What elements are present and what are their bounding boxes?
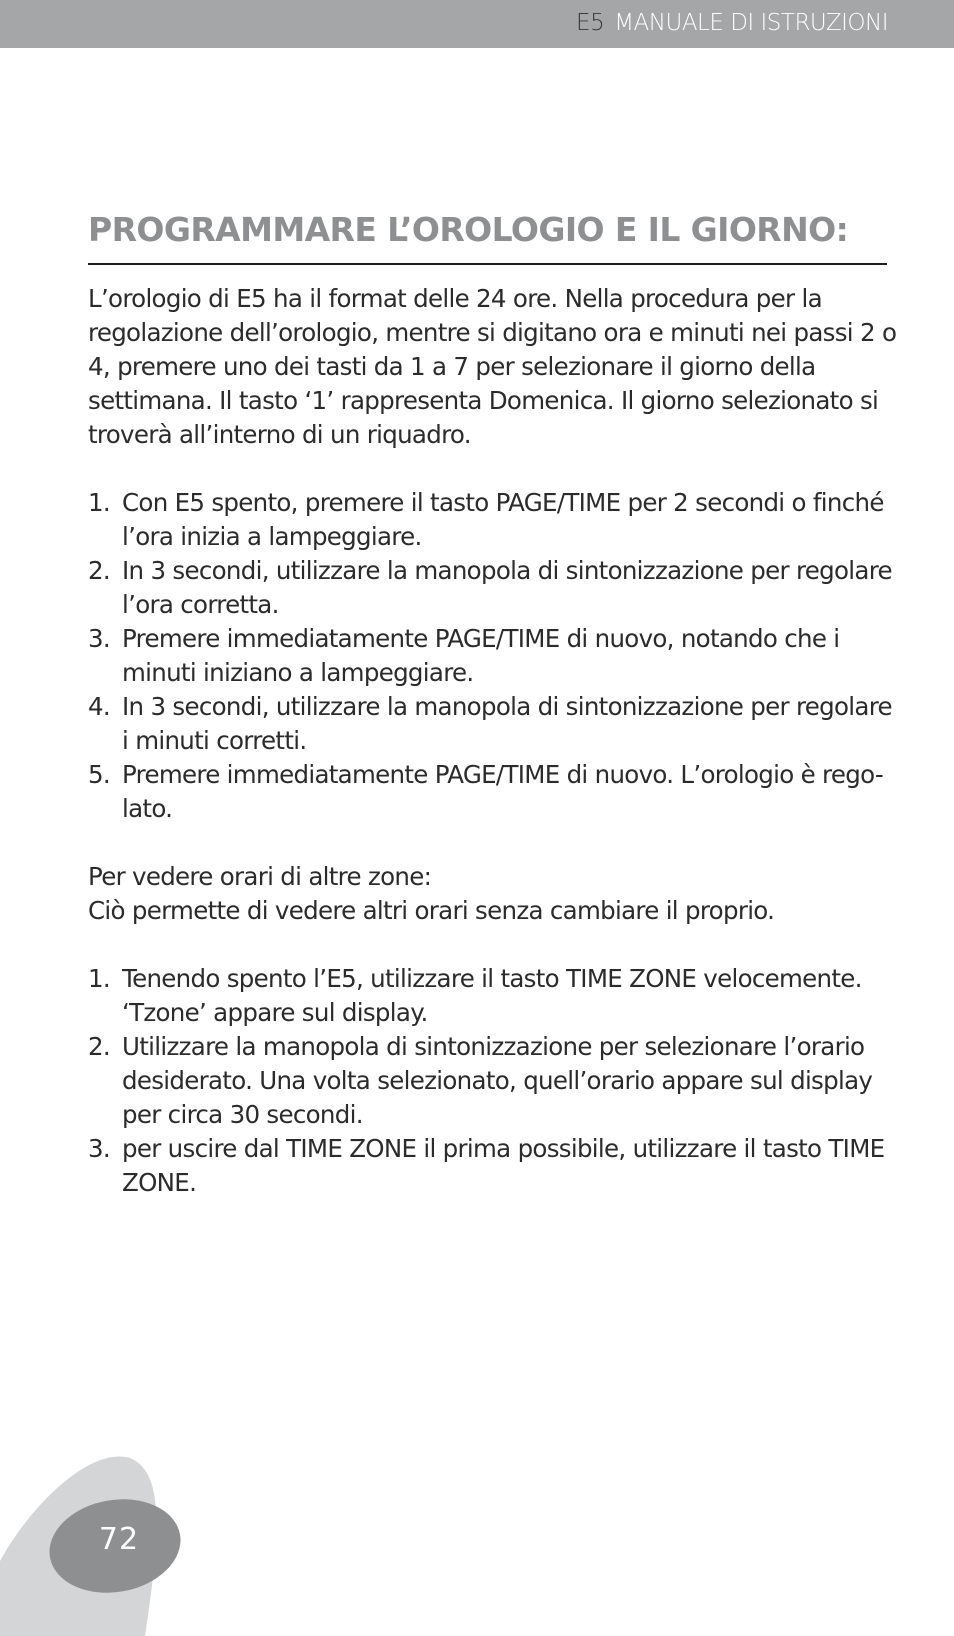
list-item-text: per uscire dal TIME ZONE il prima possibile, utilizzare il tasto TIME ZONE. (122, 1134, 885, 1197)
running-header (576, 10, 888, 36)
list-item-number: 1. (88, 964, 110, 993)
list-item (88, 962, 900, 1030)
list-item-number: 1. (88, 488, 110, 517)
list-item (88, 1030, 900, 1132)
list-item-text: Premere immediatamente PAGE/TIME di nuovo. L’orologio è rego-lato. (122, 760, 883, 823)
zones-intro: Ciò permette di vedere altri orari senza cambiare il proprio. (88, 896, 775, 925)
clock-steps-list (88, 486, 900, 826)
list-item-text: Tenendo spento l’E5, utilizzare il tasto TIME ZONE velocemente. ‘Tzone’ appare sul display. (122, 964, 862, 1027)
page-number: 72 (98, 1522, 140, 1557)
list-item (88, 690, 900, 758)
intro-paragraph: L’orologio di E5 ha il format delle 24 ore. Nella procedura per la regolazione dell’orologio, mentre si digitano ora e minuti nei passi 2 o 4, premere uno dei tasti da 1 a 7 per selezionare il giorno della settimana. Il tasto ‘1’ rappresenta Domenica. Il giorno selezionato si troverà all’interno di un riquadro. (88, 284, 897, 449)
list-item-text: In 3 secondi, utilizzare la manopola di sintonizzazione per regolare l’ora corretta. (122, 556, 892, 619)
list-item (88, 622, 900, 690)
zone-steps-list (88, 962, 900, 1200)
list-item-text: Premere immediatamente PAGE/TIME di nuovo, notando che i minuti iniziano a lampeggiare. (122, 624, 840, 687)
list-item (88, 486, 900, 554)
list-item-number: 4. (88, 692, 110, 721)
title-divider (88, 263, 887, 265)
list-item-text: In 3 secondi, utilizzare la manopola di sintonizzazione per regolare i minuti corretti. (122, 692, 892, 755)
header-model: E5 (576, 10, 605, 36)
list-item-text: Con E5 spento, premere il tasto PAGE/TIME per 2 secondi o finché l’ora inizia a lampeggiare. (122, 488, 884, 551)
header-bar (0, 0, 954, 48)
section-body (88, 282, 900, 1200)
list-item (88, 554, 900, 622)
section-title: PROGRAMMARE L’OROLOGIO E IL GIORNO: (88, 210, 849, 249)
list-item (88, 758, 900, 826)
list-item-number: 3. (88, 1134, 110, 1163)
list-item-number: 5. (88, 760, 110, 789)
list-item-number: 2. (88, 556, 110, 585)
zones-heading: Per vedere orari di altre zone: (88, 862, 432, 891)
list-item (88, 1132, 900, 1200)
list-item-number: 3. (88, 624, 110, 653)
header-title: MANUALE DI ISTRUZIONI (614, 10, 888, 36)
list-item-text: Utilizzare la manopola di sintonizzazione per selezionare l’orario desiderato. Una volta selezionato, quell’orario appare sul display per circa 30 secondi. (122, 1032, 873, 1129)
list-item-number: 2. (88, 1032, 110, 1061)
